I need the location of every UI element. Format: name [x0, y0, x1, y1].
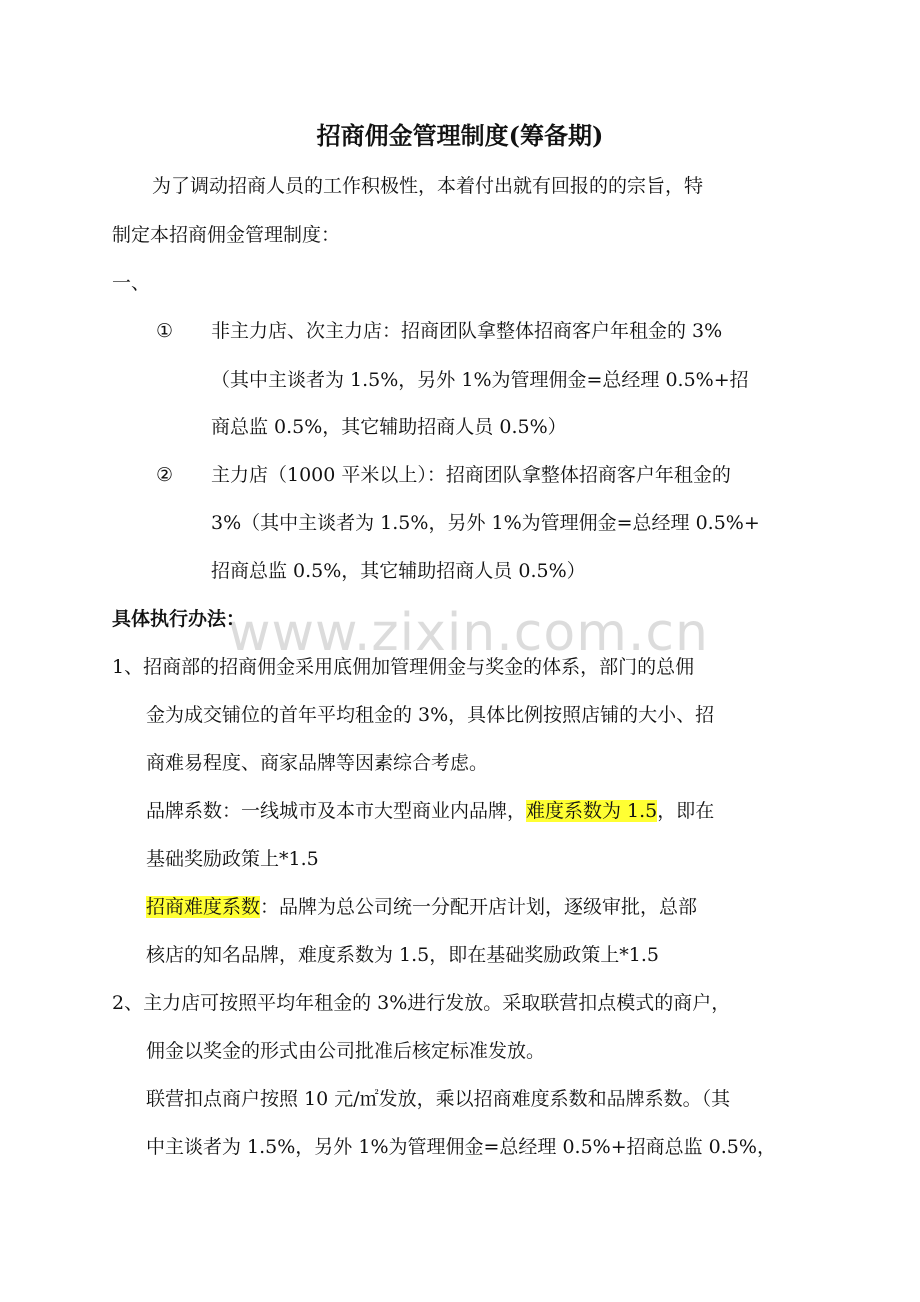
brand-coef-prefix: 品牌系数：一线城市及本市大型商业内品牌， — [146, 800, 527, 822]
p2-line-4: 中主谈者为 1.5%，另外 1%为管理佣金=总经理 0.5%+招商总监 0.5%， — [146, 1136, 776, 1158]
brand-coef-highlight: 难度系数为 1.5 — [526, 800, 658, 822]
difficulty-coef-line-2: 核店的知名品牌，难度系数为 1.5，即在基础奖励政策上*1.5 — [146, 944, 659, 966]
document-title: 招商佣金管理制度(筹备期) — [316, 121, 604, 150]
item-2-line-2: 3%（其中主谈者为 1.5%，另外 1%为管理佣金=总经理 0.5%+ — [211, 512, 760, 534]
brand-coef-line-2: 基础奖励政策上*1.5 — [146, 848, 319, 870]
brand-coef-line-1 — [146, 798, 714, 824]
difficulty-coef-suffix: ：品牌为总公司统一分配开店计划，逐级审批，总部 — [260, 896, 698, 918]
section-one-heading: 一、 — [112, 272, 151, 294]
item-1-line-1: 非主力店、次主力店：招商团队拿整体招商客户年租金的 3% — [211, 320, 723, 342]
item-2-line-3: 招商总监 0.5%，其它辅助招商人员 0.5%） — [211, 560, 586, 582]
intro-line-2: 制定本招商佣金管理制度： — [112, 224, 341, 246]
intro-line-1: 为了调动招商人员的工作积极性，本着付出就有回报的的宗旨，特 — [152, 175, 704, 197]
item-1-marker: ① — [156, 320, 174, 342]
p1-line-2: 金为成交铺位的首年平均租金的 3%，具体比例按照店铺的大小、招 — [146, 704, 715, 726]
difficulty-coef-line-1 — [146, 894, 697, 920]
item-2-line-1: 主力店（1000 平米以上）：招商团队拿整体招商客户年租金的 — [211, 464, 731, 486]
difficulty-coef-highlight: 招商难度系数 — [146, 896, 261, 918]
p1-line-1: 1、招商部的招商佣金采用底佣加管理佣金与奖金的体系，部门的总佣 — [112, 656, 695, 678]
item-1-line-2: （其中主谈者为 1.5%，另外 1%为管理佣金=总经理 0.5%+招 — [211, 369, 749, 391]
watermark: www.zixin.com.cn — [228, 603, 709, 663]
item-2-marker: ② — [156, 464, 174, 486]
p2-line-2: 佣金以奖金的形式由公司批准后核定标准发放。 — [146, 1040, 546, 1062]
item-1-line-3: 商总监 0.5%，其它辅助招商人员 0.5%） — [211, 416, 567, 438]
p2-line-3: 联营扣点商户按照 10 元/㎡发放，乘以招商难度系数和品牌系数。（其 — [146, 1088, 731, 1110]
brand-coef-suffix: ，即在 — [657, 800, 715, 822]
p2-line-1: 2、主力店可按照平均年租金的 3%进行发放。采取联营扣点模式的商户， — [112, 992, 731, 1014]
method-heading: 具体执行办法： — [112, 608, 246, 630]
p1-line-3: 商难易程度、商家品牌等因素综合考虑。 — [146, 752, 489, 774]
